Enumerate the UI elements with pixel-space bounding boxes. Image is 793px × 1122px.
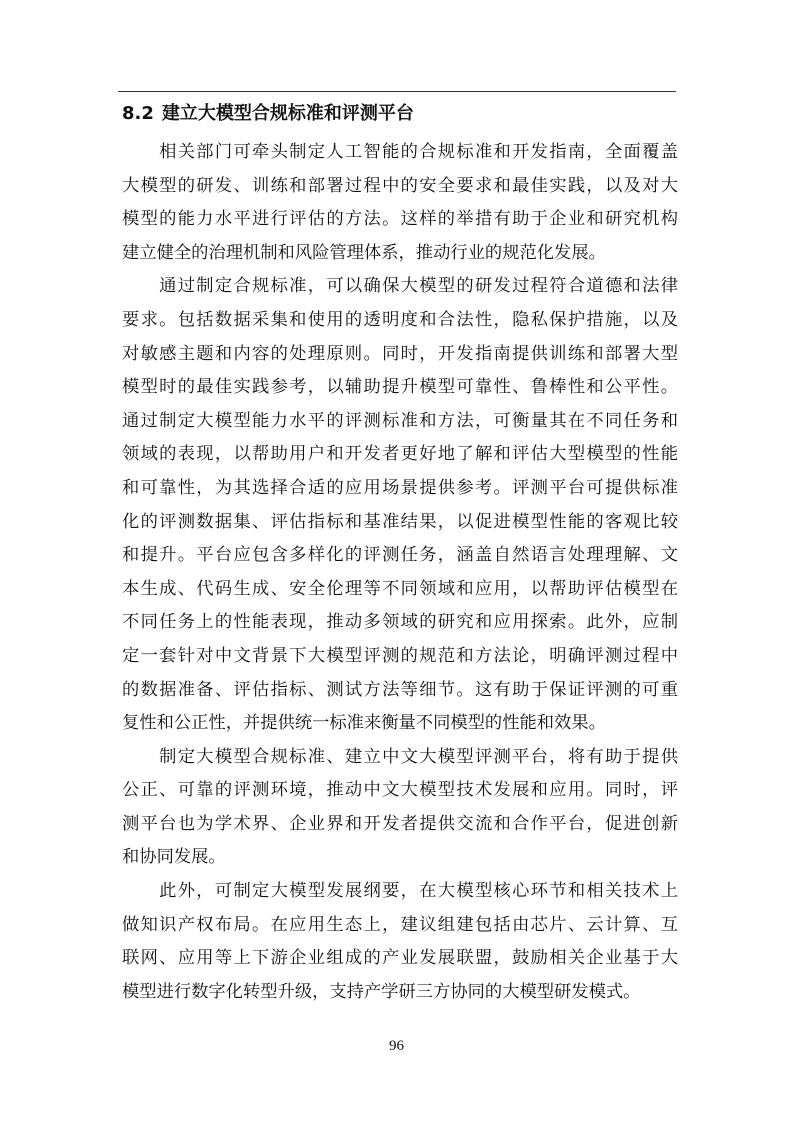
section-number: 8.2 bbox=[122, 103, 154, 124]
text-line: 定一套针对中文背景下大模型评测的规范和方法论，明确评测过程中 bbox=[122, 645, 678, 666]
section-title: 建立大模型合规标准和评测平台 bbox=[161, 103, 414, 124]
text-line: 公正、可靠的评测环境，推动中文大模型技术发展和应用。同时，评 bbox=[122, 780, 678, 801]
text-line: 和可靠性，为其选择合适的应用场景提供参考。评测平台可提供标准 bbox=[122, 477, 678, 498]
text-line: 领域的表现，以帮助用户和开发者更好地了解和评估大型模型的性能 bbox=[122, 444, 678, 465]
page-number: 96 bbox=[389, 1038, 404, 1054]
text-line: 对敏感主题和内容的处理原则。同时，开发指南提供训练和部署大型 bbox=[122, 343, 678, 364]
text-line: 通过制定大模型能力水平的评测标准和方法，可衡量其在不同任务和 bbox=[122, 410, 678, 431]
paragraph bbox=[122, 875, 678, 1009]
text-line: 和提升。平台应包含多样化的评测任务，涵盖自然语言处理理解、文 bbox=[122, 545, 678, 566]
text-line: 和协同发展。 bbox=[122, 847, 226, 868]
text-line: 此外，可制定大模型发展纲要，在大模型核心环节和相关技术上 bbox=[122, 881, 678, 902]
section-heading bbox=[122, 101, 682, 127]
text-line: 制定大模型合规标准、建立中文大模型评测平台，将有助于提供 bbox=[122, 746, 678, 767]
text-line: 不同任务上的性能表现，推动多领域的研究和应用探索。此外，应制 bbox=[122, 612, 678, 633]
text-line: 模型进行数字化转型升级，支持产学研三方协同的大模型研发模式。 bbox=[122, 981, 641, 1002]
text-line: 建立健全的治理机制和风险管理体系，推动行业的规范化发展。 bbox=[122, 242, 606, 263]
text-line: 模型的能力水平进行评估的方法。这样的举措有助于企业和研究机构 bbox=[122, 209, 678, 230]
paragraph bbox=[122, 741, 678, 875]
body-text bbox=[122, 136, 678, 1009]
text-line: 做知识产权布局。在应用生态上，建议组建包括由芯片、云计算、互 bbox=[122, 914, 678, 935]
text-line: 相关部门可牵头制定人工智能的合规标准和开发指南，全面覆盖 bbox=[122, 142, 678, 162]
text-line: 测平台也为学术界、企业界和开发者提供交流和合作平台，促进创新 bbox=[122, 813, 678, 834]
text-line: 复性和公正性，并提供统一标准来衡量不同模型的性能和效果。 bbox=[122, 713, 606, 734]
text-line: 联网、应用等上下游企业组成的产业发展联盟，鼓励相关企业基于大 bbox=[122, 948, 678, 969]
paragraph bbox=[122, 136, 678, 270]
text-line: 本生成、代码生成、安全伦理等不同领域和应用，以帮助评估模型在 bbox=[122, 578, 678, 599]
text-line: 的数据准备、评估指标、测试方法等细节。这有助于保证评测的可重 bbox=[122, 679, 678, 700]
text-line: 模型时的最佳实践参考，以辅助提升模型可靠性、鲁棒性和公平性。 bbox=[122, 377, 678, 398]
paragraph bbox=[122, 270, 678, 740]
header-rule bbox=[118, 91, 676, 92]
text-line: 化的评测数据集、评估指标和基准结果，以促进模型性能的客观比较 bbox=[122, 511, 678, 532]
text-line: 大模型的研发、训练和部署过程中的安全要求和最佳实践，以及对大 bbox=[122, 175, 678, 196]
text-line: 要求。包括数据采集和使用的透明度和合法性，隐私保护措施，以及 bbox=[122, 309, 678, 330]
text-line: 通过制定合规标准，可以确保大模型的研发过程符合道德和法律 bbox=[122, 276, 678, 297]
